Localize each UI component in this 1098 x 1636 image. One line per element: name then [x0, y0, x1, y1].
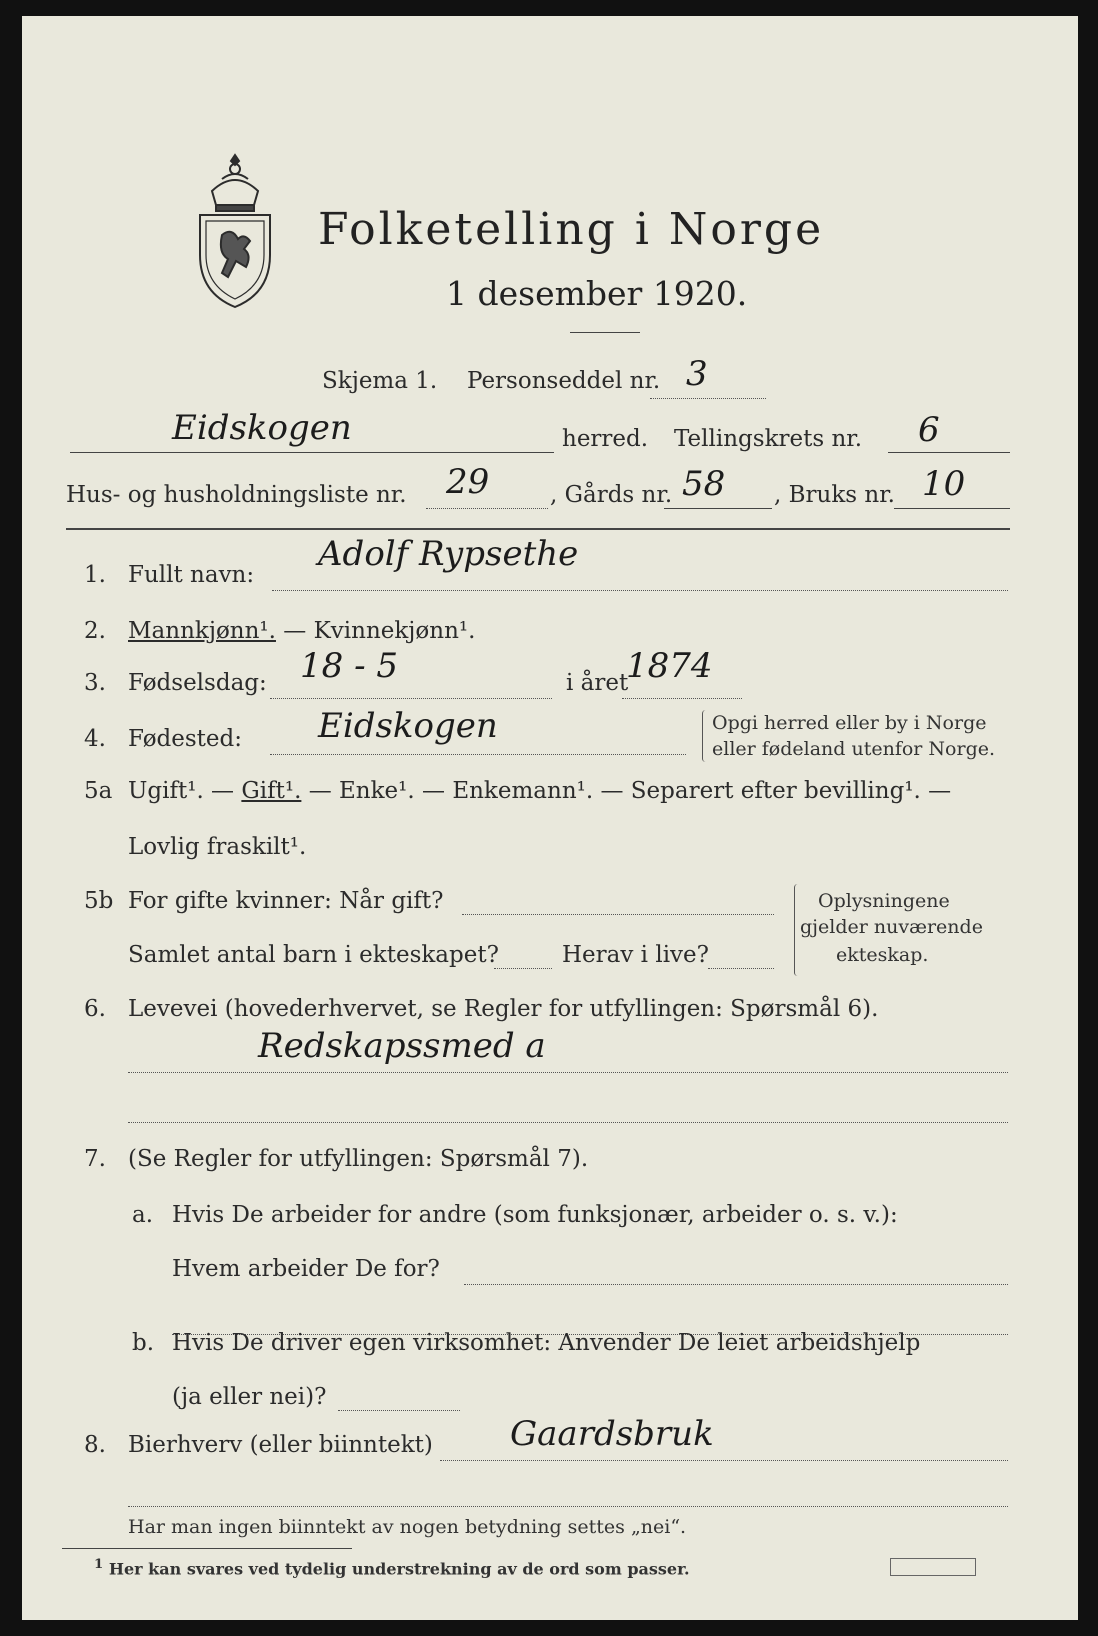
employer-label: Hvem arbeider De for? — [172, 1256, 440, 1282]
form-subtitle: 1 desember 1920. — [446, 274, 748, 313]
sex-female-option[interactable]: Kvinnekjønn¹. — [313, 618, 476, 644]
census-form-page: Folketelling i Norge 1 desember 1920. Skjema 1. Personseddel nr. 3 Eidskogen herred. Tellingskrets nr. 6 Hus- og husholdningsliste nr. 29 , Gårds nr. 58 , Bruks nr. 10 1. Fullt navn: Adolf Rypsethe 2. Mannkjønn¹. — Kvinnekjønn¹. 3. Fødselsdag: 18 - 5 i året 1874 4. Fødested: Eidskogen Opgi herred eller by i Norge eller fødeland utenfor Norge. 5a Ugift¹. — Gift¹. — Enke¹. — Enkemann¹. — Separert efter bevilling¹. — Lovlig fraskilt¹. 5b For gifte kvinner: Når gift? Samlet antal barn i ekteskapet? Herav i live? Oplysningene gjelder nuværende ekteskap. 6. Levevei (hovederhvervet, se Regler for utfyllingen: Spørsmål 6). Redskapssmed a 7. (Se Regler for utfyllingen: Spørsmål 7). a. Hvis De arbeider for andre (som funksjonær, arbeider o. s. v.): Hvem arbeider De for? b. Hvis De driver egen virksomhet: Anvender De leiet arbeidshjelp (ja eller nei)? 8. Bierhverv (eller biinntekt) Gaardsbruk Har man ingen biinntekt av nogen betydning settes „nei“. $^1$ Her kan svares ved tydelig understrekning av de ord som passer. — [22, 16, 1078, 1620]
occupation-value[interactable]: Redskapssmed a — [258, 1026, 546, 1066]
holding-number-value[interactable]: 10 — [922, 464, 966, 504]
footnote-divider — [62, 1548, 352, 1549]
herred-label: herred. — [562, 426, 649, 452]
municipality-value[interactable]: Eidskogen — [172, 408, 352, 448]
form-title: Folketelling i Norge — [318, 204, 825, 255]
sex-male-option[interactable]: Mannkjønn¹. — [128, 618, 276, 644]
title-divider — [570, 332, 640, 333]
household-list-value[interactable]: 29 — [446, 462, 490, 502]
marital-separated-option[interactable]: Separert efter bevilling¹. — [630, 778, 921, 804]
children-total-label: Samlet antal barn i ekteskapet? — [128, 942, 499, 968]
birth-year-label: i året — [566, 670, 629, 696]
married-when-label: For gifte kvinner: Når gift? — [128, 888, 444, 914]
schema-label: Skjema 1. — [322, 368, 438, 394]
farm-number-label: , Gårds nr. — [550, 482, 673, 508]
census-district-value[interactable]: 6 — [918, 410, 940, 450]
census-district-label: Tellingskrets nr. — [674, 426, 863, 452]
hired-help-label: (ja eller nei)? — [172, 1384, 327, 1410]
marriage-note-3: ekteskap. — [836, 944, 929, 966]
side-income-value[interactable]: Gaardsbruk — [510, 1414, 714, 1454]
side-income-label: Bierhverv (eller biinntekt) — [128, 1432, 433, 1458]
no-income-note: Har man ingen biinntekt av nogen betydning settes „nei“. — [128, 1516, 687, 1538]
marriage-note-2: gjelder nuværende — [800, 916, 983, 938]
printer-stamp — [890, 1558, 976, 1576]
farm-number-value[interactable]: 58 — [682, 464, 726, 504]
marital-divorced-option[interactable]: Lovlig fraskilt¹. — [128, 834, 307, 860]
marriage-note-1: Oplysningene — [818, 890, 950, 912]
marital-unmarried-option[interactable]: Ugift¹. — [128, 778, 204, 804]
person-slip-label: Personseddel nr. — [467, 368, 661, 394]
holding-number-label: , Bruks nr. — [774, 482, 895, 508]
household-list-label: Hus- og husholdningsliste nr. — [66, 482, 407, 508]
footnote: $^1$ Her kan svares ved tydelig understrekning av de ord som passer. — [94, 1556, 690, 1579]
marital-widower-option[interactable]: Enkemann¹. — [452, 778, 594, 804]
occupation-label: Levevei (hovederhvervet, se Regler for utfyllingen: Spørsmål 6). — [128, 996, 879, 1022]
header-divider — [66, 528, 1010, 530]
birthdate-label: Fødselsdag: — [128, 670, 267, 696]
birthplace-note-2: eller fødeland utenfor Norge. — [712, 738, 996, 760]
marital-status-options: Ugift¹. — Gift¹. — Enke¹. — Enkemann¹. — Separert efter bevilling¹. — — [128, 778, 952, 804]
birthdate-value[interactable]: 18 - 5 — [300, 646, 398, 686]
full-name-label: Fullt navn: — [128, 562, 255, 588]
birthplace-note-1: Opgi herred eller by i Norge — [712, 712, 987, 734]
q7b-question: Hvis De driver egen virksomhet: Anvender De leiet arbeidshjelp — [172, 1330, 921, 1356]
children-alive-label: Herav i live? — [562, 942, 709, 968]
birth-year-value[interactable]: 1874 — [626, 646, 713, 686]
norway-coat-of-arms-icon — [192, 151, 278, 311]
q7a-question: Hvis De arbeider for andre (som funksjonær, arbeider o. s. v.): — [172, 1202, 898, 1228]
q7-intro: (Se Regler for utfyllingen: Spørsmål 7). — [128, 1146, 589, 1172]
marital-married-option[interactable]: Gift¹. — [241, 778, 302, 804]
birthplace-label: Fødested: — [128, 726, 243, 752]
birthplace-value[interactable]: Eidskogen — [318, 706, 498, 746]
person-slip-number[interactable]: 3 — [686, 354, 708, 394]
sex-options: Mannkjønn¹. — Kvinnekjønn¹. — [128, 618, 476, 644]
full-name-value[interactable]: Adolf Rypsethe — [318, 534, 579, 574]
marital-widow-option[interactable]: Enke¹. — [339, 778, 415, 804]
